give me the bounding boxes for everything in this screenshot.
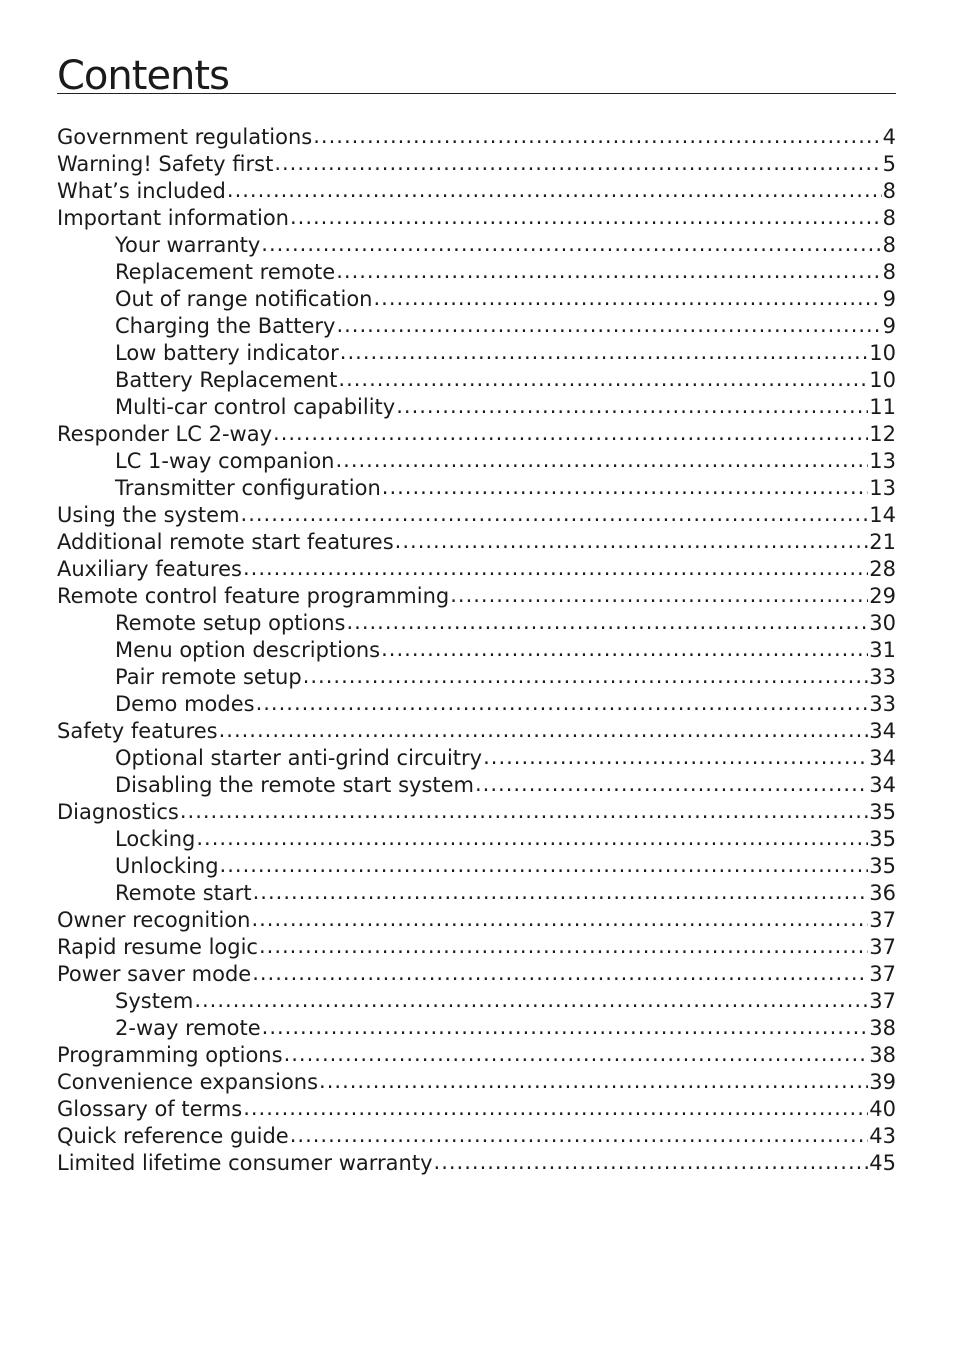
- toc-entry-page-number: 29: [869, 584, 896, 608]
- toc-entry-page-number: 34: [869, 746, 896, 770]
- toc-entry-label: Locking: [115, 827, 196, 851]
- toc-entry[interactable]: [57, 556, 896, 583]
- toc-entry-label: Remote control feature programming: [57, 584, 450, 608]
- toc-dot-leader: [475, 772, 868, 798]
- toc-entry-label: 2-way remote: [115, 1016, 261, 1040]
- toc-entry-page-number: 9: [882, 287, 896, 311]
- toc-entry-page-number: 34: [869, 719, 896, 743]
- toc-entry-label: Glossary of terms: [57, 1097, 243, 1121]
- toc-entry[interactable]: [57, 583, 896, 610]
- toc-entry-page-number: 21: [869, 530, 896, 554]
- toc-entry-page-number: 43: [869, 1124, 896, 1148]
- toc-entry[interactable]: [57, 610, 896, 637]
- toc-entry[interactable]: [57, 448, 896, 475]
- toc-entry[interactable]: [57, 367, 896, 394]
- toc-entry-page-number: 37: [869, 989, 896, 1013]
- toc-entry-label: Diagnostics: [57, 800, 179, 824]
- toc-dot-leader: [450, 583, 868, 609]
- toc-entry-page-number: 10: [869, 368, 896, 392]
- toc-dot-leader: [340, 340, 868, 366]
- toc-entry[interactable]: [57, 340, 896, 367]
- toc-entry-page-number: 34: [869, 773, 896, 797]
- page-title: Contents: [57, 53, 229, 99]
- toc-entry[interactable]: [57, 1150, 896, 1177]
- toc-dot-leader: [319, 1069, 868, 1095]
- toc-entry-label: Convenience expansions: [57, 1070, 319, 1094]
- toc-entry-page-number: 5: [882, 152, 896, 176]
- toc-entry[interactable]: [57, 853, 896, 880]
- toc-dot-leader: [243, 1096, 868, 1122]
- toc-entry[interactable]: [57, 475, 896, 502]
- toc-entry[interactable]: [57, 664, 896, 691]
- toc-entry-label: Important information: [57, 206, 289, 230]
- toc-dot-leader: [434, 1150, 869, 1176]
- toc-dot-leader: [381, 637, 868, 663]
- toc-entry[interactable]: [57, 907, 896, 934]
- toc-entry-label: Battery Replacement: [115, 368, 338, 392]
- toc-entry-label: Quick reference guide: [57, 1124, 289, 1148]
- toc-dot-leader: [483, 745, 868, 771]
- toc-entry[interactable]: [57, 637, 896, 664]
- toc-entry-label: Warning! Safety first: [57, 152, 274, 176]
- toc-entry[interactable]: [57, 880, 896, 907]
- toc-entry-page-number: 10: [869, 341, 896, 365]
- toc-entry-page-number: 37: [869, 908, 896, 932]
- toc-entry[interactable]: [57, 1069, 896, 1096]
- toc-entry-page-number: 37: [869, 935, 896, 959]
- toc-entry[interactable]: [57, 718, 896, 745]
- toc-entry[interactable]: [57, 934, 896, 961]
- toc-entry-page-number: 38: [869, 1016, 896, 1040]
- toc-dot-leader: [382, 475, 868, 501]
- toc-entry-page-number: 11: [869, 395, 896, 419]
- toc-entry-page-number: 30: [869, 611, 896, 635]
- toc-entry-page-number: 40: [869, 1097, 896, 1121]
- toc-entry-label: Disabling the remote start system: [115, 773, 474, 797]
- toc-entry-page-number: 8: [882, 260, 896, 284]
- toc-entry[interactable]: [57, 286, 896, 313]
- toc-entry[interactable]: [57, 421, 896, 448]
- toc-entry-label: Remote start: [115, 881, 252, 905]
- toc-entry-label: Safety features: [57, 719, 218, 743]
- toc-entry-label: Responder LC 2-way: [57, 422, 273, 446]
- toc-entry[interactable]: [57, 178, 896, 205]
- toc-entry-label: Demo modes: [115, 692, 255, 716]
- toc-entry-label: Remote setup options: [115, 611, 346, 635]
- toc-entry-page-number: 37: [869, 962, 896, 986]
- toc-entry-page-number: 36: [869, 881, 896, 905]
- toc-dot-leader: [259, 934, 868, 960]
- toc-dot-leader: [261, 232, 881, 258]
- toc-dot-leader: [262, 1015, 869, 1041]
- toc-dot-leader: [374, 286, 882, 312]
- toc-dot-leader: [336, 313, 881, 339]
- toc-entry-label: Charging the Battery: [115, 314, 336, 338]
- toc-entry-label: Out of range notification: [115, 287, 373, 311]
- toc-dot-leader: [220, 853, 869, 879]
- toc-dot-leader: [256, 691, 869, 717]
- toc-dot-leader: [219, 718, 869, 744]
- toc-entry-label: Unlocking: [115, 854, 219, 878]
- toc-dot-leader: [346, 610, 868, 636]
- toc-dot-leader: [303, 664, 869, 690]
- toc-entry-page-number: 39: [869, 1070, 896, 1094]
- toc-entry[interactable]: [57, 988, 896, 1015]
- toc-entry-label: Multi-car control capability: [115, 395, 396, 419]
- toc-dot-leader: [395, 529, 869, 555]
- toc-dot-leader: [194, 988, 868, 1014]
- toc-dot-leader: [241, 502, 869, 528]
- toc-entry-label: Additional remote start features: [57, 530, 394, 554]
- toc-entry-page-number: 9: [882, 314, 896, 338]
- toc-dot-leader: [180, 799, 868, 825]
- title-rule: [57, 93, 896, 94]
- toc-dot-leader: [196, 826, 868, 852]
- toc-entry-page-number: 45: [869, 1151, 896, 1175]
- toc-entry-page-number: 35: [869, 827, 896, 851]
- toc-entry-label: What’s included: [57, 179, 226, 203]
- toc-entry-label: System: [115, 989, 194, 1013]
- toc-entry-label: Transmitter configuration: [115, 476, 381, 500]
- toc-entry[interactable]: [57, 124, 896, 151]
- toc-entry-page-number: 13: [869, 449, 896, 473]
- toc-entry-label: Government regulations: [57, 125, 313, 149]
- toc-entry[interactable]: [57, 961, 896, 988]
- toc-entry[interactable]: [57, 826, 896, 853]
- toc-dot-leader: [252, 961, 868, 987]
- toc-entry[interactable]: [57, 691, 896, 718]
- toc-entry[interactable]: [57, 529, 896, 556]
- toc-dot-leader: [313, 124, 881, 150]
- toc-dot-leader: [338, 367, 868, 393]
- toc-dot-leader: [251, 907, 868, 933]
- toc-entry-page-number: 8: [882, 206, 896, 230]
- toc-entry-page-number: 8: [882, 233, 896, 257]
- toc-entry-page-number: 12: [869, 422, 896, 446]
- toc-entry[interactable]: [57, 394, 896, 421]
- toc-dot-leader: [336, 259, 881, 285]
- toc-entry-page-number: 14: [869, 503, 896, 527]
- toc-entry-page-number: 35: [869, 854, 896, 878]
- toc-entry[interactable]: [57, 502, 896, 529]
- toc-entry-page-number: 35: [869, 800, 896, 824]
- toc-dot-leader: [290, 1123, 869, 1149]
- toc-entry[interactable]: [57, 1015, 896, 1042]
- toc-entry[interactable]: [57, 1096, 896, 1123]
- toc-entry-page-number: 38: [869, 1043, 896, 1067]
- toc-entry-label: Menu option descriptions: [115, 638, 381, 662]
- toc-entry[interactable]: [57, 205, 896, 232]
- toc-entry-label: Power saver mode: [57, 962, 252, 986]
- toc-entry-page-number: 28: [869, 557, 896, 581]
- toc-entry-page-number: 4: [882, 125, 896, 149]
- toc-dot-leader: [290, 205, 882, 231]
- toc-dot-leader: [227, 178, 882, 204]
- toc-entry[interactable]: [57, 772, 896, 799]
- toc-dot-leader: [274, 151, 881, 177]
- toc-entry-label: Auxiliary features: [57, 557, 242, 581]
- toc-dot-leader: [335, 448, 868, 474]
- toc-entry-label: Owner recognition: [57, 908, 251, 932]
- toc-dot-leader: [284, 1042, 869, 1068]
- toc-entry-label: Limited lifetime consumer warranty: [57, 1151, 433, 1175]
- toc-entry[interactable]: [57, 745, 896, 772]
- toc-entry-label: Programming options: [57, 1043, 283, 1067]
- toc-dot-leader: [273, 421, 868, 447]
- toc-entry[interactable]: [57, 151, 896, 178]
- toc-entry-label: Using the system: [57, 503, 240, 527]
- toc-entry-label: Optional starter anti-grind circuitry: [115, 746, 483, 770]
- toc-entry-page-number: 13: [869, 476, 896, 500]
- toc-entry-page-number: 8: [882, 179, 896, 203]
- toc-entry[interactable]: [57, 313, 896, 340]
- toc-dot-leader: [243, 556, 868, 582]
- toc-entry[interactable]: [57, 799, 896, 826]
- toc-entry-page-number: 33: [869, 692, 896, 716]
- toc-entry[interactable]: [57, 232, 896, 259]
- toc-entry[interactable]: [57, 1123, 896, 1150]
- toc-entry-page-number: 31: [869, 638, 896, 662]
- table-of-contents: [57, 124, 896, 1177]
- toc-dot-leader: [396, 394, 868, 420]
- toc-entry-page-number: 33: [869, 665, 896, 689]
- toc-entry-label: Low battery indicator: [115, 341, 339, 365]
- toc-entry-label: Rapid resume logic: [57, 935, 258, 959]
- toc-entry-label: LC 1-way companion: [115, 449, 335, 473]
- toc-entry-label: Your warranty: [115, 233, 261, 257]
- toc-dot-leader: [253, 880, 869, 906]
- toc-entry[interactable]: [57, 259, 896, 286]
- toc-entry-label: Pair remote setup: [115, 665, 302, 689]
- toc-entry[interactable]: [57, 1042, 896, 1069]
- toc-entry-label: Replacement remote: [115, 260, 336, 284]
